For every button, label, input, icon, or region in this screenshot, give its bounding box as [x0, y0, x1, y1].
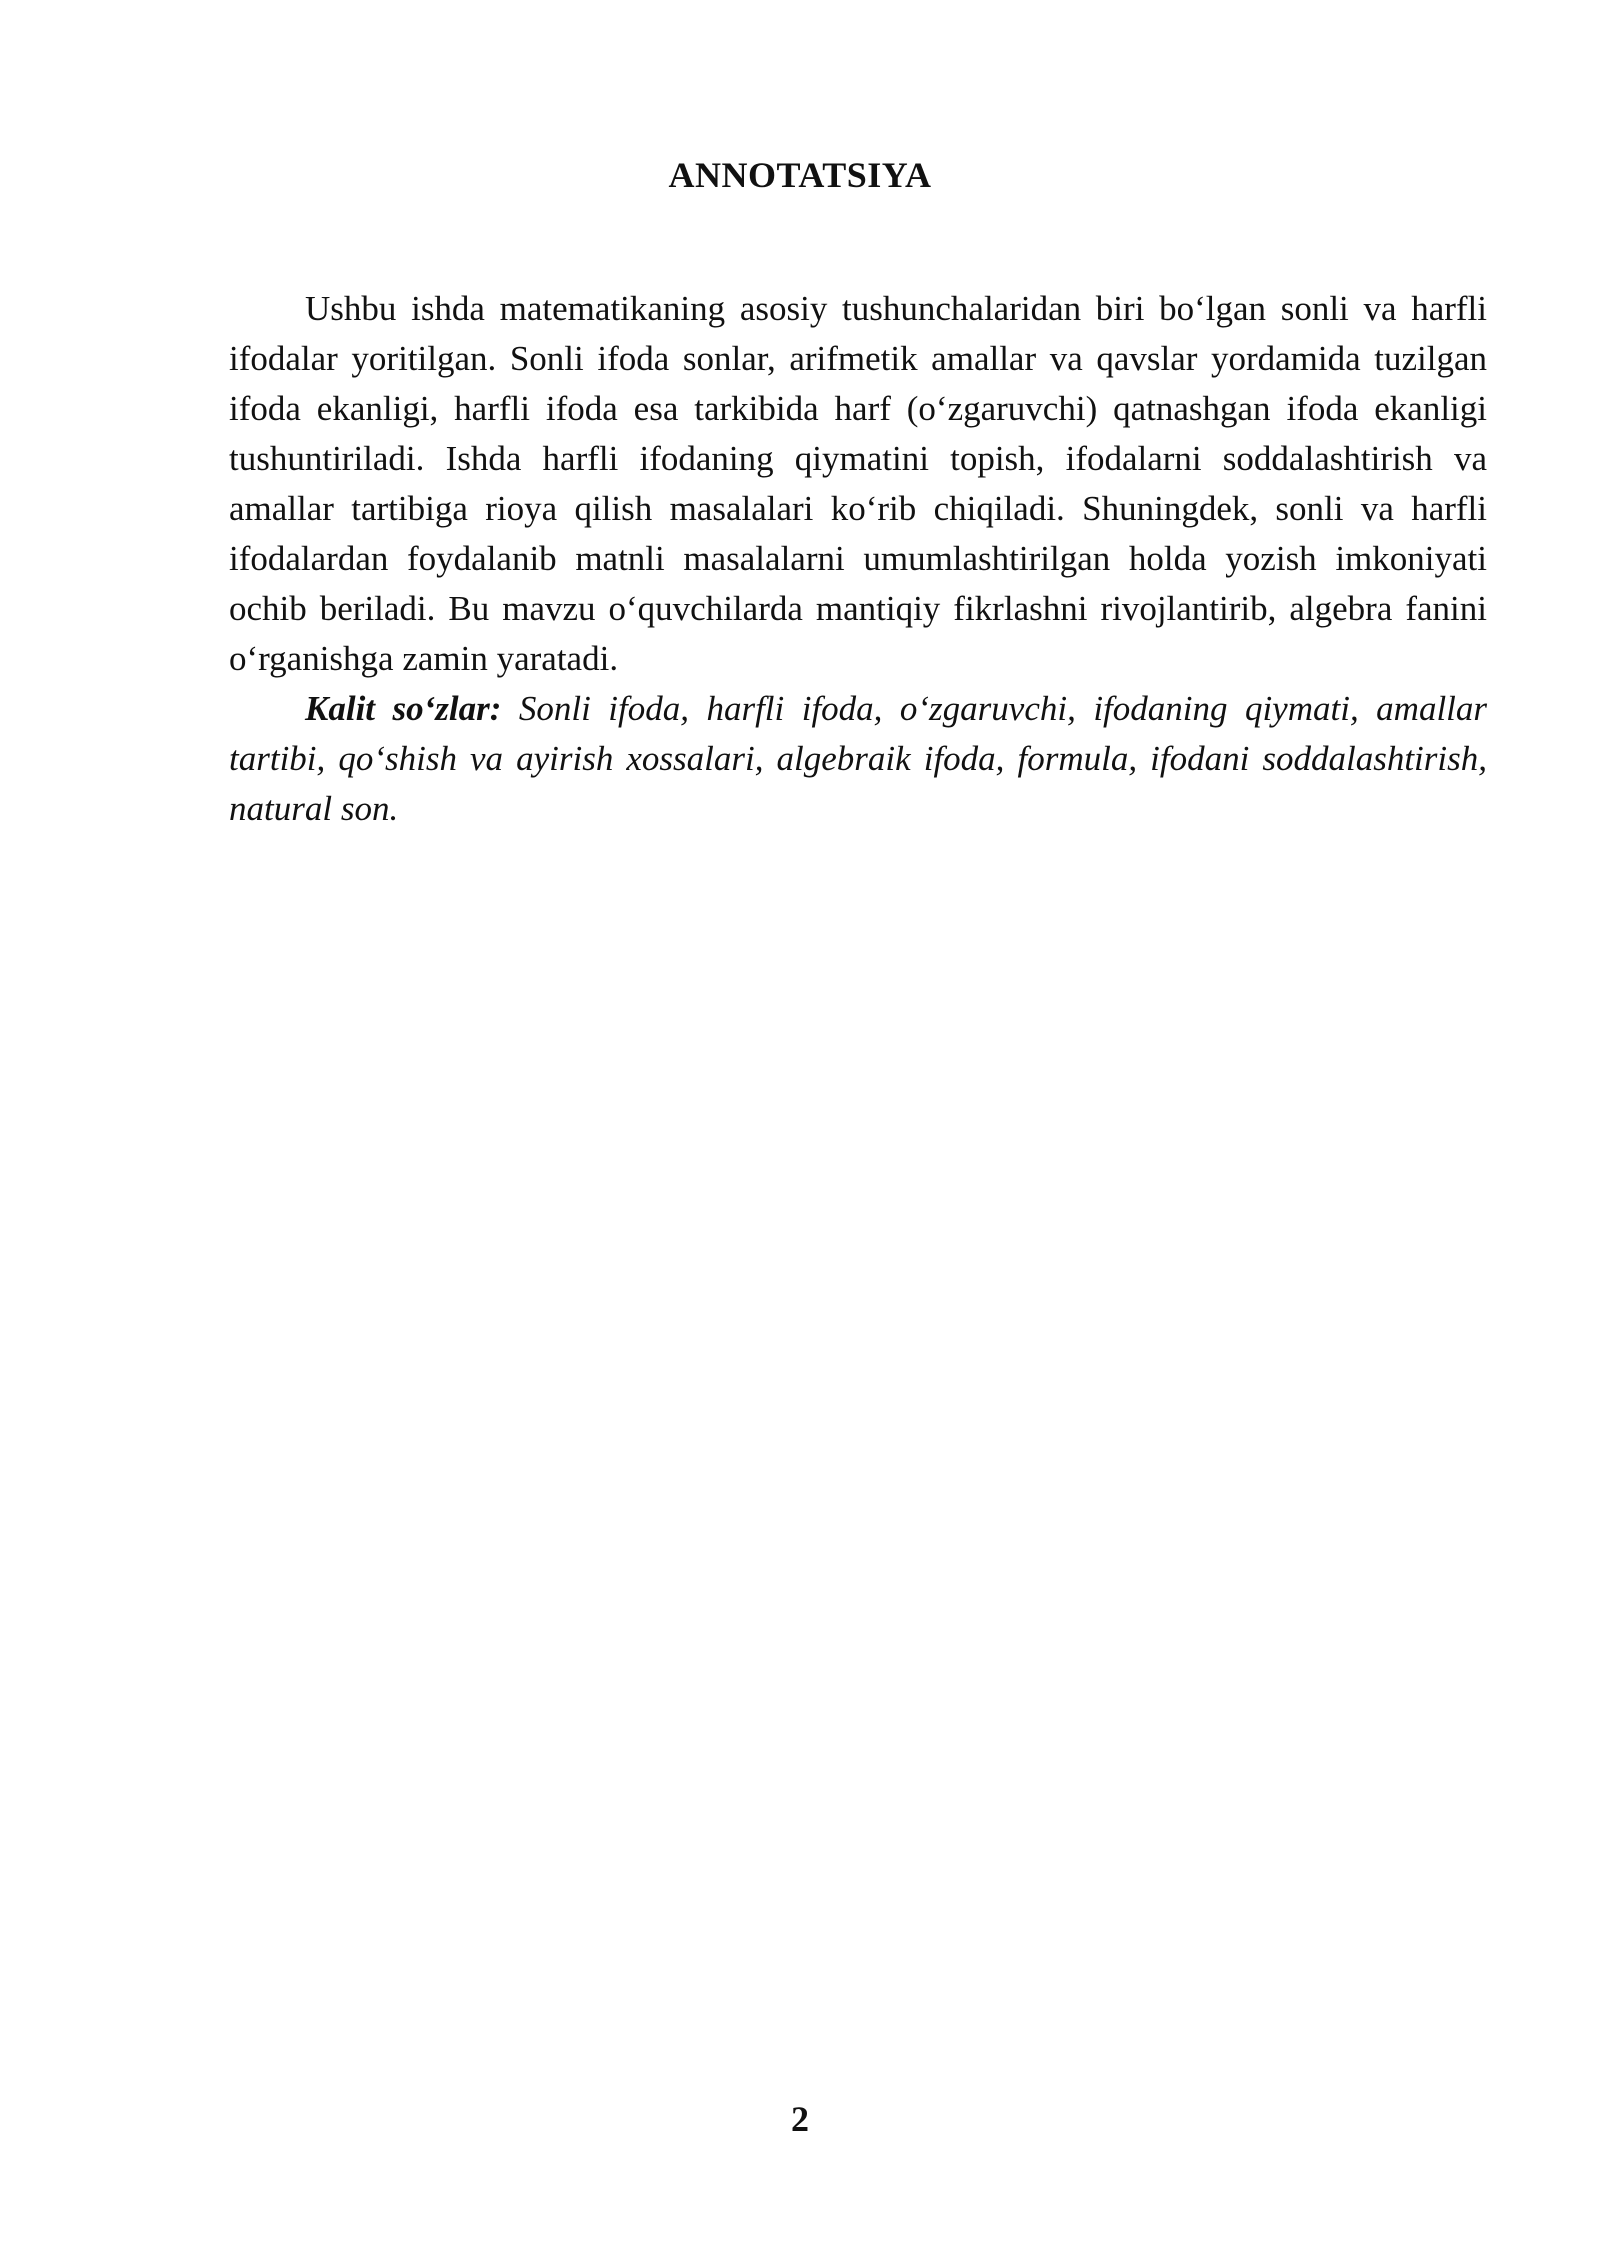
abstract-section — [229, 284, 1487, 834]
page-number: 2 — [791, 2099, 809, 2139]
abstract-paragraph: Ushbu ishda matematikaning asosiy tushunchalaridan biri bo‘lgan sonli va harfli ifodalar yoritilgan. Sonli ifoda sonlar, arifmetik amallar va qavslar yordamida tuzilgan ifoda ekanligi, harfli ifoda esa tarkibida harf (o‘zgaruvchi) qatnashgan ifoda ekanligi tushuntiriladi. Ishda harfli ifodaning qiymatini topish, ifodalarni soddalashtirish va amallar tartibiga rioya qilish masalalari ko‘rib chiqiladi. Shuningdek, sonli va harfli ifodalardan foydalanib matnli masalalarni umumlashtirilgan holda yozish imkoniyati ochib beriladi. Bu mavzu o‘quvchilarda mantiqiy fikrlashni rivojlantirib, algebra fanini o‘rganishga zamin yaratadi. — [229, 289, 1487, 678]
keywords-list: Sonli ifoda, harfli ifoda, o‘zgaruvchi, ifodaning qiymati, amallar tartibi, qo‘shish va ayirish xossalari, algebraik ifoda, formula, ifodani soddalashtirish, natural son. — [229, 689, 1488, 828]
keywords-paragraph — [229, 684, 1487, 834]
keywords-label: Kalit so‘zlar: — [305, 689, 502, 728]
page-title: ANNOTATSIYA — [668, 155, 932, 195]
